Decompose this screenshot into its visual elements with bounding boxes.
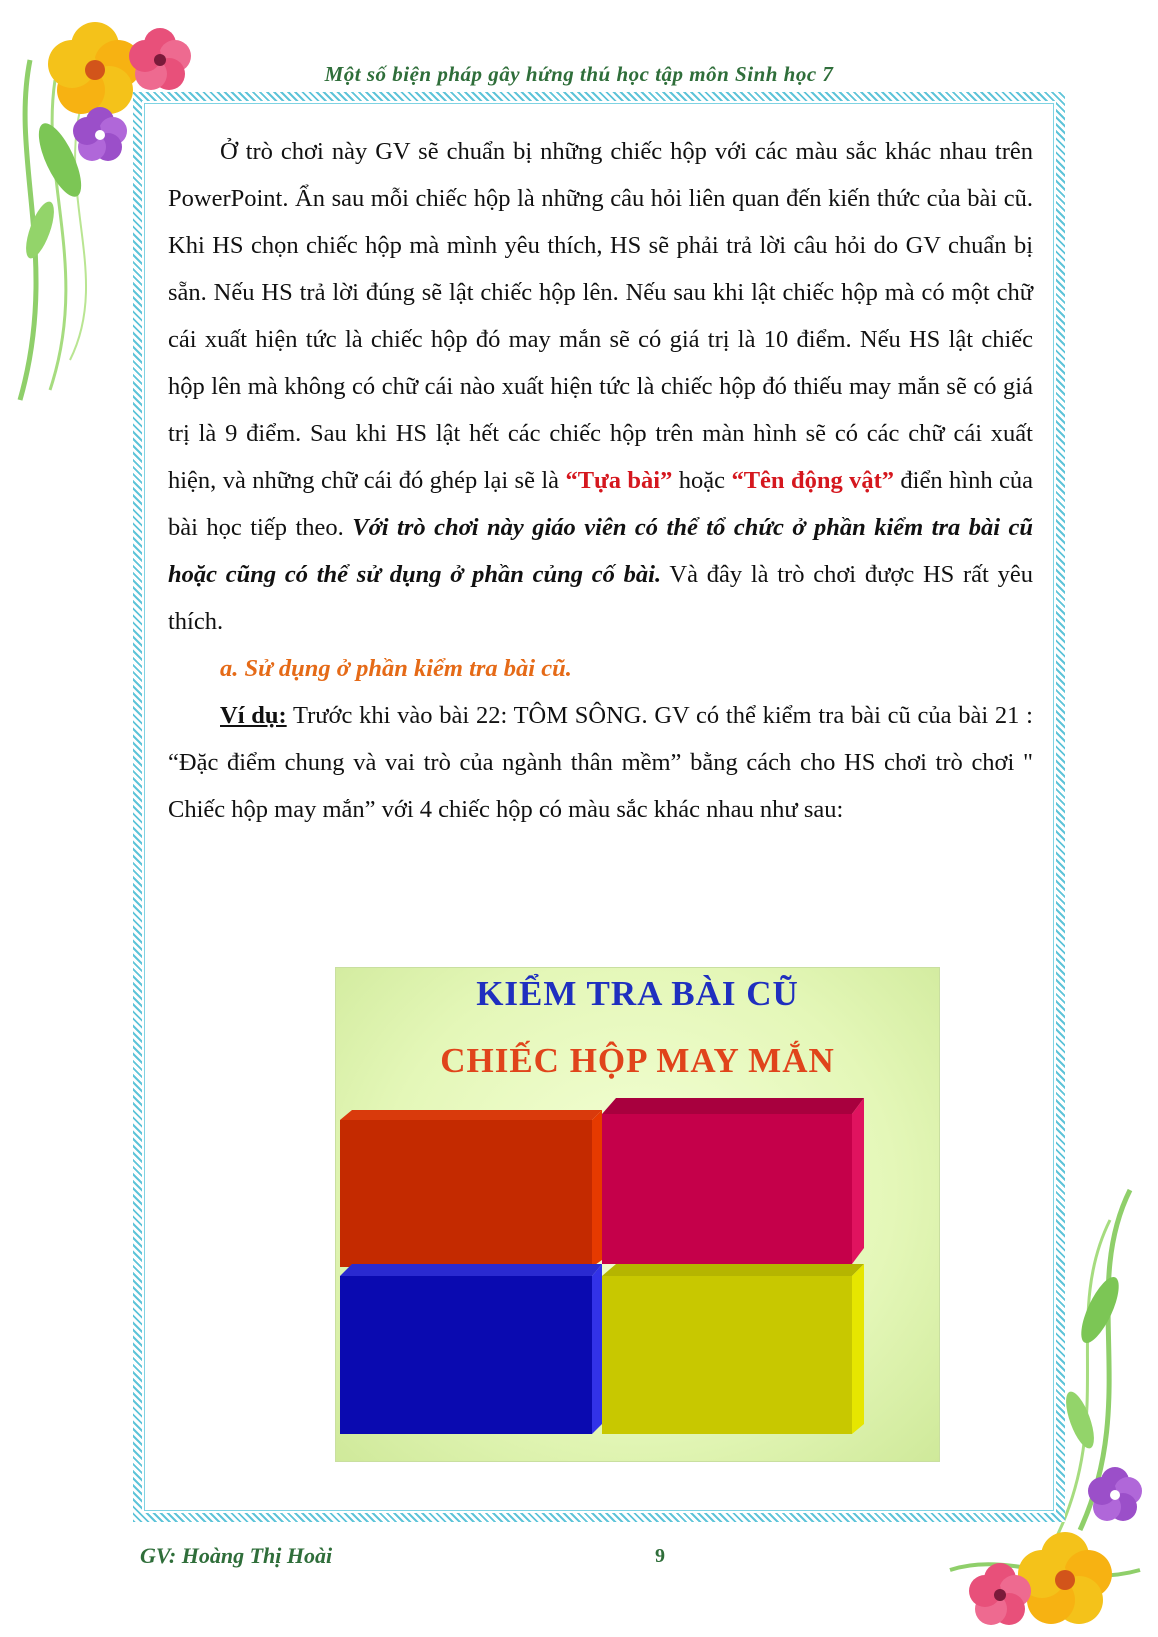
magenta-box-top: [602, 1098, 864, 1114]
slide-title-chiec-hop: CHIẾC HỘP MAY MẮN: [440, 1041, 835, 1080]
document-body: [168, 128, 1033, 833]
paragraph-text: điển hình của bài học tiếp theo.: [168, 467, 1033, 541]
blue-box-top: [340, 1264, 602, 1276]
paragraph-example: [168, 692, 1033, 833]
yellow-box[interactable]: [602, 1264, 872, 1434]
red-box-front: [340, 1120, 592, 1267]
red-box-top: [340, 1110, 602, 1120]
magenta-box-side: [852, 1098, 864, 1264]
yellow-box-side: [852, 1264, 864, 1434]
slide-title-kiem-tra: KIỂM TRA BÀI CŨ: [476, 974, 799, 1013]
magenta-box[interactable]: [602, 1098, 872, 1268]
paragraph-game-description: [168, 128, 1033, 645]
yellow-box-top: [602, 1264, 864, 1276]
paragraph-text: Và đây là trò chơi được HS rất yêu thích.: [168, 561, 1033, 635]
red-box[interactable]: [340, 1102, 610, 1267]
page-header-title: Một số biện pháp gây hứng thú học tập môn Sinh học 7: [324, 62, 834, 86]
blue-box[interactable]: [340, 1264, 610, 1434]
paragraph-text: hoặc: [672, 467, 732, 494]
emphasis-bold-italic: Với trò chơi này giáo viên có thể tổ chức ở phần kiểm tra bài cũ hoặc cũng có thể sử dụng ở phần củng cố bài.: [168, 514, 1033, 588]
blue-box-front: [340, 1276, 592, 1434]
subheading: [168, 645, 1033, 692]
yellow-box-front: [602, 1276, 852, 1434]
paragraph-text: Ở trò chơi này GV sẽ chuẩn bị những chiếc hộp với các màu sắc khác nhau trên PowerPoint. Ẩn sau mỗi chiếc hộp là những câu hỏi liên quan đến kiến thức của bài cũ. Khi HS chọn chiếc hộp mà mình yêu thích, HS sẽ phải trả lời câu hỏi do GV chuẩn bị sẵn. Nếu HS trả lời đúng sẽ lật chiếc hộp lên. Nếu sau khi lật chiếc hộp mà có một chữ cái xuất hiện tức là chiếc hộp đó may mắn sẽ có giá trị là 10 điểm. Nếu HS lật chiếc hộp lên mà không có chữ cái nào xuất hiện tức là chiếc hộp đó thiếu may mắn sẽ có giá trị là 9 điểm. Sau khi HS lật hết các chiếc hộp trên màn hình sẽ có các chữ cái xuất hiện, và những chữ cái đó ghép lại sẽ là: [168, 138, 1033, 494]
emphasis-ten-dong-vat: “Tên động vật”: [731, 467, 895, 494]
red-box-side: [592, 1110, 602, 1267]
emphasis-tua-bai: “Tựa bài”: [565, 467, 673, 494]
example-label: Ví dụ:: [220, 702, 287, 729]
page-number: 9: [655, 1545, 665, 1567]
subheading-text: a. Sử dụng ở phần kiểm tra bài cũ.: [220, 655, 572, 682]
lucky-box-slide: [335, 967, 940, 1462]
example-text: Trước khi vào bài 22: TÔM SÔNG. GV có thể kiểm tra bài cũ của bài 21 : “Đặc điểm chung và vai trò của ngành thân mềm” bằng cách cho HS chơi trò chơi " Chiếc hộp may mắn” với 4 chiếc hộp có màu sắc khác nhau như sau:: [168, 702, 1033, 823]
footer-author: GV: Hoàng Thị Hoài: [140, 1543, 333, 1568]
blue-box-side: [592, 1264, 602, 1434]
magenta-box-front: [602, 1114, 852, 1264]
